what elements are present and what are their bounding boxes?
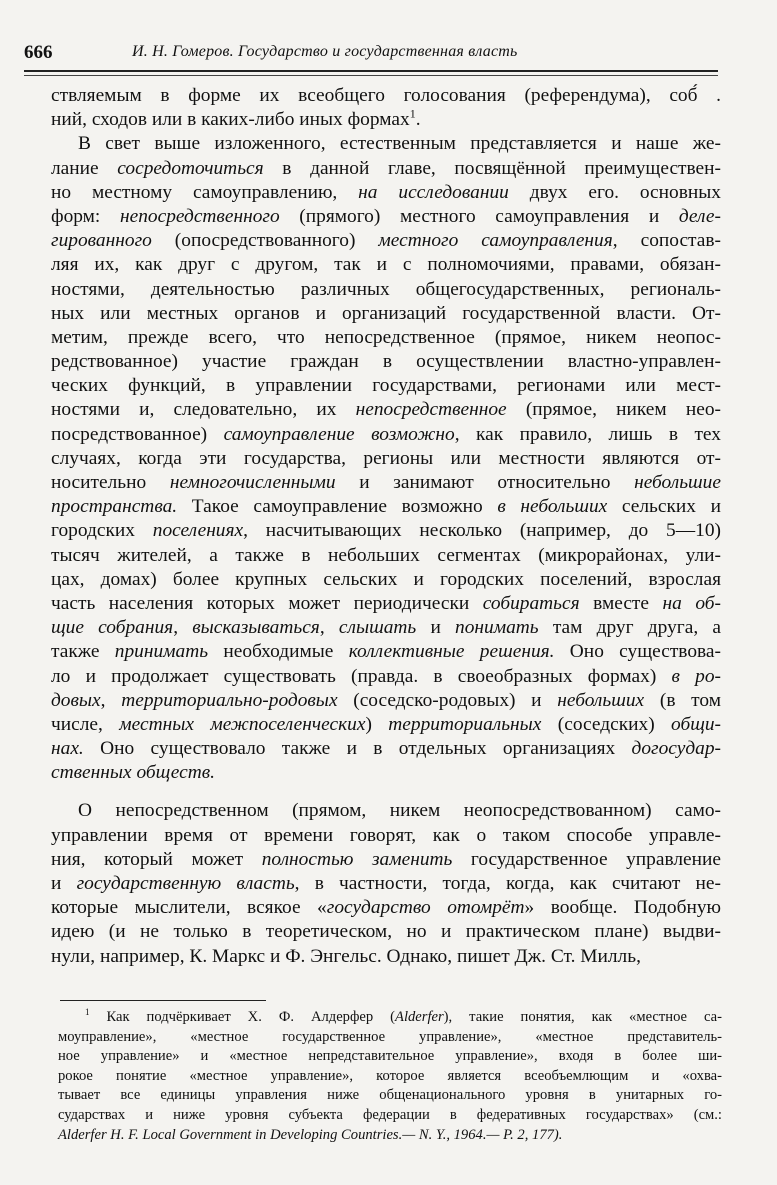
text-line: также принимать необходимые коллективные решения. Оно существова- [51,641,721,663]
text-line [51,761,721,785]
emphasis-text: местных межпоселенческих [119,713,366,735]
emphasis-text: сосредоточиться [117,157,264,179]
text-line: ных или местных органов и организаций государственной власти. От- [51,302,721,324]
text-line: идею (и не только в теоретическом, но и практическом плане) выдви- [51,921,721,943]
text-line: тывает все единицы управления ниже общенационального уровня в унитарных го- [58,1087,722,1104]
emphasis-text: гированного [51,230,152,252]
emphasis-text: слышать [338,617,417,639]
page-header [24,42,736,64]
emphasis-text: полностью заменить [261,848,453,870]
text-line: ностями и, следовательно, их непосредственное (прямое, никем нео- [51,399,721,421]
text-line: пространства. Такое самоуправление возможно в небольших сельских и [51,496,721,518]
emphasis-text: на исследовании [358,181,509,203]
text-line: довых, территориально-родовых (соседско-родовых) и небольших (в том [51,689,721,711]
text-line: редствованное) участие граждан в осуществлении властно-управлен- [51,351,721,373]
text-line: посредствованное) самоуправление возможно, как правило, лишь в тех [51,423,721,445]
emphasis-text: небольшие [634,472,721,493]
text-line: городских поселениях, насчитывающих несколько (например, до 5—10) [51,520,721,542]
emphasis-text: в ро- [671,665,721,687]
text-line: тысяч жителей, а также в небольших сегментах (микрорайонах, ули- [51,544,721,566]
text-line: ло и продолжает существовать (правда. в своеобразных формах) в ро- [51,665,721,687]
emphasis-text: непосредственного [119,205,280,227]
emphasis-text: непосредственное [355,399,507,421]
emphasis-text: довых [51,689,101,711]
text-line: часть населения которых может периодически собираться вместе на об- [51,592,721,614]
text-line [58,1126,722,1146]
emphasis-text: Alderfer [395,1009,444,1025]
emphasis-text: небольших [557,689,645,711]
text-line: и государственную власть, в частности, тогда, когда, как считают не- [51,873,721,894]
footnote-rule [60,1000,266,1001]
footnote [58,1008,722,1145]
main-text [51,84,721,969]
text-line: ляя их, как друг с другом, так и с полномочиями, правами, обязан- [51,254,721,276]
emphasis-text: на об- [662,592,721,614]
text-line: гированного (опосредствованного) местного самоуправления, сопостав- [51,230,721,252]
text-line: нах. Оно существовало также и в отдельных организациях догосудар- [51,738,721,760]
text-line-content: ний, сходов или в каких-либо иных формах [51,109,410,131]
emphasis-text: догосудар- [631,738,721,760]
text-line: рокое понятие «местное управление», которое является всеобъемлющим и «охва- [58,1067,722,1084]
emphasis-text: немногочисленными [169,472,336,493]
text-line: но местному самоуправлению, на исследовании двух его. основных [51,181,721,203]
paragraph-2 [51,132,721,785]
emphasis-text: деле- [678,205,721,227]
page-number: 666 [24,42,53,63]
text-line: ний, сходов или в каких-либо иных формах$^1$. [51,106,421,131]
emphasis-text: территориально-родовых [121,689,338,711]
emphasis-text: в небольших [497,496,608,518]
running-title: И. Н. Гомеров. Государство и государственная власть [132,43,518,60]
text-line: моуправление», «местное государственное управление», «местное представитель- [58,1028,722,1045]
text-line: метим, прежде всего, что непосредственное (прямое, никем неопос- [51,326,721,348]
emphasis-text: нах. [51,738,84,760]
text-line: сударствах и ниже уровня субъекта федерации в федеративных государствах» (см.: [58,1106,722,1123]
emphasis-text: коллективные решения. [348,641,555,663]
paragraph-spacing [51,785,721,799]
emphasis-text: ственных обществ. [51,762,215,784]
text-line: ное управление» и «местное непредставительное управление», входя в более ши- [58,1048,722,1065]
emphasis-text: принимать [114,641,209,663]
emphasis-text: щие собрания [51,617,174,639]
text-line: ния, который может полностью заменить государственное управление [51,848,721,870]
header-rule-thin [24,75,718,76]
text-line: лание сосредоточиться в данной главе, посвящённой преимуществен- [51,157,722,179]
text-line: щие собрания, высказываться, слышать и понимать там друг друга, а [51,617,722,639]
footnote-number: 1 [85,1007,90,1018]
emphasis-text: самоуправление возможно [223,423,455,445]
footnote-reference[interactable]: 1 [409,106,416,121]
text-line: случаях, когда эти государства, регионы или местности являются от- [51,447,721,469]
emphasis-text: высказываться [192,617,320,639]
text-line: управлении время от времени говорят, как о таком способе управле- [51,824,721,846]
emphasis-text: собираться [482,592,580,614]
paragraph-3 [51,785,721,968]
text-line: нули, например, К. Маркс и Ф. Энгельс. Однако, пишет Дж. Ст. Милль, [51,945,641,967]
text-line: носительно немногочисленными и занимают относительно небольшие [51,472,721,493]
emphasis-text: поселениях [152,520,244,542]
text-line: О непосредственном (прямом, никем неопосредствованном) само- [78,800,721,822]
emphasis-text: местного самоуправления [378,230,613,252]
text-line: В свет выше изложенного, естественным представляется и наше же- [78,133,721,155]
emphasis-text: территориальных [388,713,542,735]
emphasis-text: общи- [671,713,722,735]
emphasis-text: Alderfer H. F. Local Government in Developing Countries.— N. Y., 1964.— P. 2, 177). [58,1126,563,1143]
emphasis-text: понимать [455,617,539,639]
emphasis-text: государственную власть [76,873,295,894]
header-rule-thick [24,70,718,72]
text-line: цах, домах) более крупных сельских и городских поселений, взрослая [51,568,721,590]
text-line: которые мыслители, всякое «государство отомрёт» вообще. Подобную [51,897,722,919]
emphasis-text: пространства. [51,496,178,518]
text-line: форм: непосредственного (прямого) местного самоуправления и деле- [51,205,721,227]
text-line: ностями, деятельностью различных общегосударственных, региональ- [51,278,721,300]
text-line: ческих функций, в управлении государствами, регионами или мест- [51,375,721,397]
emphasis-text: государство отомрёт [326,897,525,919]
text-line: числе, местных межпоселенческих) территориальных (соседских) общи- [51,713,722,735]
text-line: $^1$ Как подчёркивает Х. Ф. Алдерфер (Alderfer), такие понятия, как «местное са- [85,1007,722,1025]
text-line: ствляемым в форме их всеобщего голосования (референдума), соб́ . [51,85,721,106]
